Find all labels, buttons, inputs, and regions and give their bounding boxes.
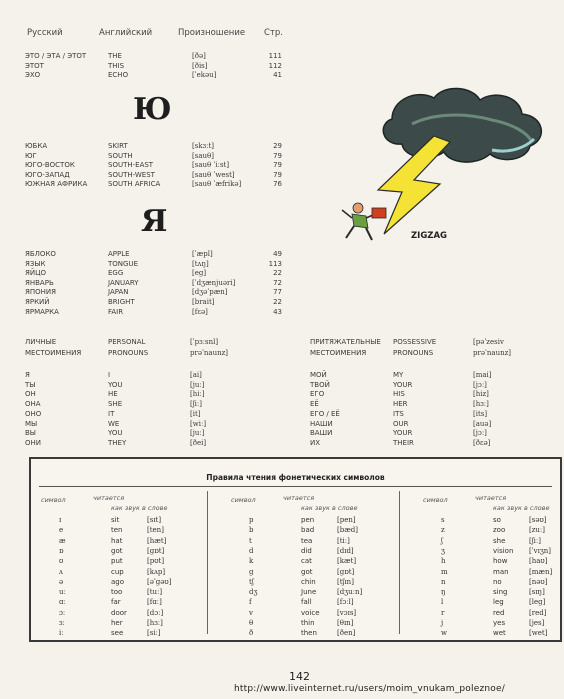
example-word: sit	[111, 516, 120, 524]
phonetic-symbol: ɪ	[59, 516, 62, 524]
pronoun-header-pron: [pəˈzesiv	[473, 338, 504, 346]
pronoun-en: I	[108, 371, 111, 379]
word-english: EGG	[108, 269, 124, 278]
pronoun-ru: ТЫ	[25, 380, 36, 389]
phonetic-symbol: j	[441, 619, 444, 627]
example-word: tea	[301, 536, 313, 545]
header-col-page: Стр.	[264, 28, 283, 38]
word-russian: ЮГО-ВОСТОК	[25, 161, 75, 170]
page-ref: 111	[268, 52, 282, 60]
pronoun-ru: МЫ	[25, 419, 38, 428]
col-header-symbol: символ	[423, 496, 448, 504]
example-transcription: [əˈgəʊ]	[147, 577, 172, 586]
example-transcription: [tuː]	[147, 588, 163, 597]
word-english: ECHO	[108, 71, 129, 80]
word-english: SOUTH-EAST	[108, 161, 154, 170]
word-pronunciation: [sauθ ˈiːst]	[192, 161, 230, 170]
example-transcription: [haʊ]	[529, 557, 548, 566]
pronoun-pron: [juː]	[190, 429, 205, 438]
example-transcription: [pen]	[337, 516, 356, 524]
pronoun-header-ru: ЛИЧНЫЕ	[25, 338, 57, 346]
example-transcription: [siː]	[147, 629, 161, 638]
word-russian: ЯЙЦО	[25, 269, 47, 278]
example-word: see	[111, 629, 124, 638]
example-word: vision	[493, 546, 514, 555]
table-title: Правила чтения фонетических символов	[206, 473, 385, 482]
page-ref: 49	[273, 250, 282, 258]
example-word: yes	[493, 619, 506, 627]
phonetic-symbol: w	[441, 629, 447, 638]
word-russian: ЯРМАРКА	[25, 307, 59, 316]
pronoun-ru: НАШИ	[310, 419, 333, 428]
example-transcription: [θɪn]	[337, 619, 354, 627]
example-transcription: [vɔɪs]	[337, 608, 357, 617]
section-letter: Я	[141, 204, 168, 239]
word-english: THE	[108, 52, 122, 60]
phonetic-symbol: k	[249, 557, 254, 566]
example-word: far	[111, 598, 121, 607]
phonetic-symbol: tʃ	[249, 577, 254, 586]
example-word: cat	[301, 557, 312, 566]
word-russian: ЭТО / ЭТА / ЭТОТ	[25, 52, 87, 60]
word-russian: ЯРКИЙ	[25, 298, 50, 306]
example-transcription: [leg]	[529, 598, 546, 607]
word-pronunciation: [sauθ]	[192, 151, 214, 160]
pronoun-pron: [jɔː]	[473, 380, 487, 389]
word-english: SOUTH	[108, 151, 133, 160]
header-col-russian: Русский	[27, 28, 63, 38]
pronoun-pron: [ðei]	[190, 438, 207, 447]
example-transcription: [ˈvɪʒn]	[529, 546, 552, 555]
pronoun-ru: Я	[25, 371, 30, 379]
table-divider	[39, 486, 552, 487]
pronoun-ru: ТВОЙ	[310, 380, 330, 389]
col-header-reads: читается	[475, 494, 507, 502]
example-word: so	[493, 516, 501, 524]
phonetic-symbol: ʃ	[441, 536, 443, 545]
word-english: BRIGHT	[108, 298, 135, 306]
pronoun-en: WE	[108, 419, 120, 428]
word-pronunciation: [ˈdʒænjuəri]	[192, 278, 236, 287]
example-word: red	[493, 608, 505, 617]
word-english: JAPAN	[108, 288, 129, 297]
word-russian: ЭТОТ	[25, 61, 44, 70]
phonetic-symbol: l	[441, 598, 444, 607]
word-pronunciation: [ðis]	[192, 61, 208, 70]
example-transcription: [ʃiː]	[529, 536, 541, 545]
page-ref: 29	[273, 142, 282, 150]
phonetic-symbol: h	[441, 557, 446, 566]
word-russian: ЯПОНИЯ	[25, 288, 57, 297]
phonetic-symbol: ɒ	[59, 546, 64, 555]
example-transcription: [nəʊ]	[529, 577, 548, 586]
example-transcription: [fɑː]	[147, 598, 162, 607]
word-russian: ЮБКА	[25, 142, 48, 150]
pronoun-en: OUR	[393, 419, 409, 428]
pronoun-header-pron: prəˈnaunz]	[473, 349, 512, 357]
header-col-pronunciation: Произношение	[178, 28, 246, 38]
pronoun-ru: ЕГО / ЕЁ	[310, 409, 340, 418]
word-pronunciation: [brait]	[192, 298, 215, 306]
example-word: door	[111, 608, 127, 617]
example-transcription: [wet]	[529, 629, 548, 638]
section-letter: Ю	[133, 92, 172, 127]
example-transcription: [zuː]	[529, 526, 546, 535]
pronoun-en: HER	[393, 400, 408, 409]
word-english: SKIRT	[108, 142, 128, 150]
pronoun-pron: [wiː]	[190, 419, 207, 428]
phonetic-symbol: m	[441, 567, 448, 576]
example-transcription: [red]	[529, 608, 547, 617]
page-ref: 77	[273, 288, 282, 297]
pronoun-ru: ЕЁ	[310, 400, 319, 409]
phonetic-symbol: e	[59, 526, 64, 535]
phonetic-symbol: ɑː	[59, 598, 66, 607]
example-word: ten	[111, 526, 123, 535]
example-transcription: [kæt]	[337, 557, 357, 566]
example-word: bad	[301, 526, 315, 535]
example-word: thin	[301, 619, 315, 627]
pronoun-en: ITS	[393, 409, 404, 418]
example-transcription: [pʊt]	[147, 557, 165, 566]
col-header-reads: читается	[93, 494, 125, 502]
pronoun-en: YOU	[108, 429, 123, 438]
pronoun-ru: ОН	[25, 390, 36, 399]
example-word: got	[301, 567, 313, 576]
pronoun-header-en: PERSONAL	[108, 338, 146, 346]
page-ref: 79	[273, 161, 282, 170]
word-english: APPLE	[108, 250, 130, 258]
pronoun-header-pron: prəˈnaunz]	[190, 349, 229, 357]
phonetic-symbol: ʌ	[59, 567, 63, 576]
example-transcription: [gɒt]	[147, 546, 165, 555]
example-word: ago	[111, 577, 125, 586]
example-transcription: [bæd]	[337, 526, 359, 535]
phonetic-symbol: ɔː	[59, 608, 66, 617]
example-transcription: [sɪt]	[147, 516, 162, 524]
man-figure-icon	[342, 203, 386, 240]
word-pronunciation: [ðə]	[192, 52, 206, 60]
word-russian: ЮГ	[25, 151, 37, 160]
pronoun-pron: [ðɛə]	[473, 438, 491, 447]
word-english: SOUTH AFRICA	[108, 180, 161, 189]
pronoun-pron: [juː]	[190, 380, 205, 389]
example-word: put	[111, 557, 123, 566]
illustration-caption: ZIGZAG	[411, 231, 448, 241]
word-pronunciation: [skɜːt]	[192, 142, 215, 150]
col-header-as-in-word: как звук в слове	[111, 504, 168, 512]
word-pronunciation: [fɛə]	[192, 307, 208, 316]
example-word: did	[301, 546, 312, 555]
watermark-url: http://www.liveinternet.ru/users/moim_vnukam_poleznoe/	[234, 684, 505, 694]
example-word: she	[493, 536, 506, 545]
column-divider	[399, 491, 400, 634]
header-col-english: Английский	[99, 28, 153, 38]
example-word: man	[493, 567, 509, 576]
phonetic-symbol: s	[441, 516, 445, 524]
example-word: her	[111, 619, 123, 627]
phonetic-symbol: d	[249, 546, 254, 555]
example-word: zoo	[493, 526, 506, 535]
word-russian: ЮГО-ЗАПАД	[25, 170, 70, 179]
page-ref: 43	[273, 307, 282, 316]
pronoun-en: HIS	[393, 390, 405, 399]
page-number: 142	[289, 670, 310, 683]
pronoun-en: THEY	[108, 438, 127, 447]
word-english: FAIR	[108, 307, 124, 316]
example-transcription: [ðen]	[337, 629, 356, 638]
page-ref: 22	[273, 298, 282, 306]
example-word: cup	[111, 567, 124, 576]
phonetic-symbol: uː	[59, 588, 66, 597]
phonetic-symbol: b	[249, 526, 254, 535]
example-transcription: [dʒuːn]	[337, 588, 363, 597]
example-word: then	[301, 629, 317, 638]
word-pronunciation: [sauθ ˈwest]	[192, 170, 235, 179]
phonetic-symbol: r	[441, 608, 445, 617]
pronoun-pron: [hiː]	[190, 390, 205, 399]
pronoun-header-en: POSSESSIVE	[393, 338, 437, 346]
phonetic-symbol: ð	[249, 629, 254, 638]
pronoun-header-ru: МЕСТОИМЕНИЯ	[25, 349, 82, 357]
word-russian: ЯНВАРЬ	[25, 278, 54, 287]
word-russian: ЯЗЫК	[25, 259, 46, 268]
page-ref: 113	[268, 259, 282, 268]
pronoun-en: HE	[108, 390, 118, 399]
pronoun-ru: ИХ	[310, 438, 321, 447]
col-header-as-in-word: как звук в слове	[493, 504, 550, 512]
pronoun-pron: [it]	[190, 409, 201, 418]
example-transcription: [hæt]	[147, 536, 167, 545]
example-word: wet	[493, 629, 506, 638]
pronoun-en: MY	[393, 371, 404, 379]
pronoun-header-ru: МЕСТОИМЕНИЯ	[310, 349, 367, 357]
example-word: voice	[301, 608, 320, 617]
page-ref: 72	[273, 278, 282, 287]
example-word: too	[111, 588, 123, 597]
pronoun-ru: ОНО	[25, 409, 42, 418]
word-english: JANUARY	[108, 278, 139, 287]
phonetic-symbol: f	[249, 598, 252, 607]
example-word: June	[301, 588, 317, 597]
example-transcription: [fɔːl]	[337, 598, 354, 607]
pronoun-ru: ОНИ	[25, 438, 42, 447]
col-header-symbol: символ	[41, 496, 66, 504]
example-transcription: [gɒt]	[337, 567, 355, 576]
column-divider	[207, 491, 208, 634]
example-word: how	[493, 557, 508, 566]
word-russian: ЯБЛОКО	[25, 250, 56, 258]
example-word: pen	[301, 516, 315, 524]
page-ref: 76	[273, 180, 282, 189]
example-transcription: [ten]	[147, 526, 164, 535]
example-transcription: [sɪŋ]	[529, 588, 545, 597]
example-transcription: [səʊ]	[529, 516, 547, 524]
phonetic-symbol: v	[249, 608, 253, 617]
word-english: TONGUE	[108, 259, 138, 268]
word-pronunciation: [tʌŋ]	[192, 259, 209, 268]
phonetic-symbol: t	[249, 536, 252, 545]
example-transcription: [mæn]	[529, 567, 553, 576]
example-transcription: [tiː]	[337, 536, 350, 545]
pronoun-ru: ЕГО	[310, 390, 325, 399]
pronoun-header-en: PRONOUNS	[108, 349, 149, 357]
phonetic-symbol: ə	[59, 577, 64, 586]
lightning-illustration	[322, 84, 552, 249]
page-ref: 79	[273, 170, 282, 179]
pronoun-en: YOU	[108, 380, 123, 389]
example-transcription: [dɪd]	[337, 546, 354, 555]
pronoun-pron: [jɔː]	[473, 429, 487, 438]
pronoun-pron: [ai]	[190, 371, 202, 379]
example-transcription: [tʃɪn]	[337, 577, 354, 586]
page-ref: 41	[273, 71, 282, 80]
phonetic-symbol: θ	[249, 619, 254, 627]
word-pronunciation: [sauθ ˈæfrikə]	[192, 180, 242, 189]
phonetic-symbol: æ	[59, 536, 66, 545]
word-pronunciation: [ˈæpl]	[192, 250, 213, 258]
example-word: fall	[301, 598, 312, 607]
pronoun-ru: ВЫ	[25, 429, 36, 438]
word-pronunciation: [eg]	[192, 269, 207, 278]
phonetic-symbol: g	[249, 567, 254, 576]
word-english: THIS	[108, 61, 125, 70]
phonetic-symbol: ŋ	[441, 588, 446, 597]
word-pronunciation: [dʒəˈpæn]	[192, 288, 228, 297]
example-word: chin	[301, 577, 316, 586]
pronoun-pron: [ʃiː]	[190, 400, 202, 409]
phonetic-symbol: p	[249, 516, 254, 524]
col-header-as-in-word: как звук в слове	[301, 504, 358, 512]
pronoun-en: SHE	[108, 400, 123, 409]
pronoun-pron: [its]	[473, 409, 488, 418]
word-russian: ЮЖНАЯ АФРИКА	[25, 180, 88, 189]
phonetic-symbol: n	[441, 577, 446, 586]
example-word: got	[111, 546, 123, 555]
example-word: no	[493, 577, 502, 586]
example-transcription: [jes]	[529, 619, 545, 627]
phonetic-symbol: ɜː	[59, 619, 65, 627]
pronoun-en: THEIR	[393, 438, 414, 447]
page-ref: 112	[268, 61, 282, 70]
phonetic-symbol: ʊ	[59, 557, 64, 566]
phonetics-table	[29, 457, 562, 642]
pronoun-ru: ВАШИ	[310, 429, 333, 438]
example-transcription: [dɔː]	[147, 608, 164, 617]
example-word: leg	[493, 598, 504, 607]
pronoun-en: YOUR	[393, 380, 413, 389]
word-russian: ЭХО	[25, 71, 41, 80]
col-header-symbol: символ	[231, 496, 256, 504]
pronoun-pron: [hɜː]	[473, 400, 489, 409]
word-english: SOUTH-WEST	[108, 170, 155, 179]
pronoun-pron: [mai]	[473, 371, 492, 379]
pronoun-ru: ОНА	[25, 400, 41, 409]
pronoun-pron: [hiz]	[473, 390, 489, 399]
storm-cloud-icon	[383, 88, 541, 162]
example-transcription: [hɜː]	[147, 619, 163, 627]
pronoun-ru: МОЙ	[310, 371, 327, 379]
example-transcription: [kʌp]	[147, 567, 166, 576]
page-ref: 22	[273, 269, 282, 278]
word-pronunciation: [ˈekəu]	[192, 71, 217, 80]
col-header-reads: читается	[283, 494, 315, 502]
page-ref: 79	[273, 151, 282, 160]
phonetic-symbol: ʒ	[441, 546, 445, 555]
pronoun-header-pron: [ˈpɜːsnl]	[190, 338, 219, 346]
phonetic-symbol: dʒ	[249, 588, 258, 597]
pronoun-header-en: PRONOUNS	[393, 349, 434, 357]
example-word: hat	[111, 536, 123, 545]
pronoun-header-ru: ПРИТЯЖАТЕЛЬНЫЕ	[310, 338, 381, 346]
example-word: sing	[493, 588, 508, 597]
pronoun-en: IT	[108, 409, 115, 418]
pronoun-pron: [auə]	[473, 419, 492, 428]
pronoun-en: YOUR	[393, 429, 413, 438]
phonetic-symbol: z	[441, 526, 445, 535]
phonetic-symbol: iː	[59, 629, 64, 638]
